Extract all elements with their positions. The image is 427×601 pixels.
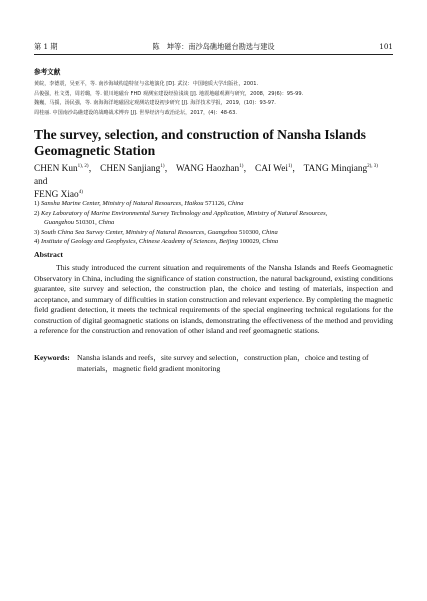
author-separator: ，	[88, 164, 98, 174]
reference-item: 周桂丽. 中国南沙岛礁建设的战略战术博弈 [J]. 世界经济与政治论坛，2017，(4)：48-63.	[34, 109, 237, 116]
author-affiliation-mark: 1)	[239, 164, 244, 169]
affiliation-country: China	[227, 200, 244, 207]
affiliation-text: Sansha Marine Center, Ministry of Natural Resources, Haikou	[41, 200, 204, 207]
author-separator: and	[34, 177, 48, 188]
author-name: WANG Haozhan	[175, 164, 240, 174]
affiliation-number: 1)	[34, 200, 42, 207]
abstract-body: This study introduced the current situation and requirements of the Nansha Islands and Reefs Geomagnetic Observatory in China, including the significance of station construction, the natural background, existing conditions guarantee, site survey and selection, the construction plan, the choice and testing of materials, inspection and acceptance, and summary of difficulties in station construction and relevant experience. By completing the magnetic field gradient detection, it meets the technical requirements of the special engineering technical regulations for the construction of digital geomagnetic stations on islands, demonstrating the effectiveness of the method and providing a reference for the construction and renovation of other island and reef geomagnetic stations.	[34, 263, 393, 335]
author-name: CAI Wei	[255, 164, 288, 174]
author-separator: ，	[164, 164, 174, 174]
reference-item: 魏巍，马援，汤民强，等. 南海海洋地磁固定观测站建设初步研究 [J]. 海洋技术学报，2019，(10)：93-97.	[34, 100, 276, 107]
affiliation-country: China	[261, 228, 278, 236]
affiliation-postcode: 510300,	[237, 228, 262, 236]
affiliation-number: 3)	[34, 228, 42, 236]
author-separator: ，	[292, 164, 302, 174]
keywords-text: Nansha islands and reefs，site survey and selection，construction plan，choice and testing of materials，magnetic field gradient monitoring	[77, 353, 369, 373]
affiliation-continuation	[34, 218, 393, 228]
affiliation-item	[34, 237, 393, 247]
reference-item: 黄皖，李德震，吴亚平，等. 南沙海域构造特征与盆地演化 [D]. 武汉：中国地质大学出版社，2001.	[34, 81, 259, 87]
author-name: CHEN Kun	[34, 164, 78, 174]
affiliation-text: South China Sea Survey Center, Ministry of Natural Resources, Guangzhou	[41, 228, 238, 236]
affiliation-country: China	[98, 219, 115, 227]
affiliation-list	[34, 199, 393, 247]
affiliation-item	[34, 199, 393, 209]
author-name: CHEN Sanjiang	[100, 164, 161, 174]
affiliation-number: 2)	[34, 209, 42, 217]
author-name: TANG Minqiang	[303, 164, 368, 174]
article-title: The survey, selection, and construction of Nansha Islands Geomagnetic Station	[34, 127, 366, 158]
reference-item: 吕俊强，杜文勇，周若璐，等. 银川地磁台 FHD 观测室建设经验浅谈 [J]. 地震地磁观测与研究，2008，29(6)：95-99.	[34, 90, 304, 97]
affiliation-text: Key Laboratory of Marine Environmental Survey Technology and Application, Ministry of Natural Resources,	[41, 209, 328, 217]
affiliation-item	[34, 228, 393, 238]
affiliation-postcode: 571126,	[203, 200, 228, 207]
author-affiliation-mark: 2), 3)	[367, 164, 378, 169]
author-name: FENG Xiao	[34, 190, 79, 201]
issue-label: 第 1 期	[34, 42, 58, 51]
author-affiliation-mark: 1), 2)	[77, 164, 89, 169]
author-list	[34, 163, 391, 203]
references-list	[34, 80, 393, 118]
author-affiliation-mark: 4)	[78, 190, 83, 196]
page-number: 101	[379, 42, 393, 51]
affiliation-country: China	[262, 238, 279, 246]
affiliation-number: 4)	[34, 238, 42, 246]
affiliation-postcode: 100029,	[237, 238, 263, 246]
keywords-block	[34, 353, 393, 374]
author-affiliation-mark: 1)	[287, 164, 293, 169]
abstract-heading: Abstract	[34, 250, 64, 259]
references-heading: 参考文献	[34, 68, 61, 76]
author-affiliation-mark: 1)	[160, 164, 165, 169]
keywords-label: Keywords:	[34, 353, 70, 362]
affiliation-postcode: 510301,	[73, 219, 99, 227]
affiliation-item	[34, 209, 393, 228]
affiliation-city: Guangzhou	[44, 219, 74, 227]
author-separator: ，	[243, 164, 253, 174]
affiliation-text: Institute of Geology and Geophysics, Chinese Academy of Sciences, Beijing	[41, 238, 238, 246]
running-title: 陈 坤等：南沙岛礁地磁台勘选与建设	[152, 42, 275, 51]
running-header	[34, 40, 393, 55]
